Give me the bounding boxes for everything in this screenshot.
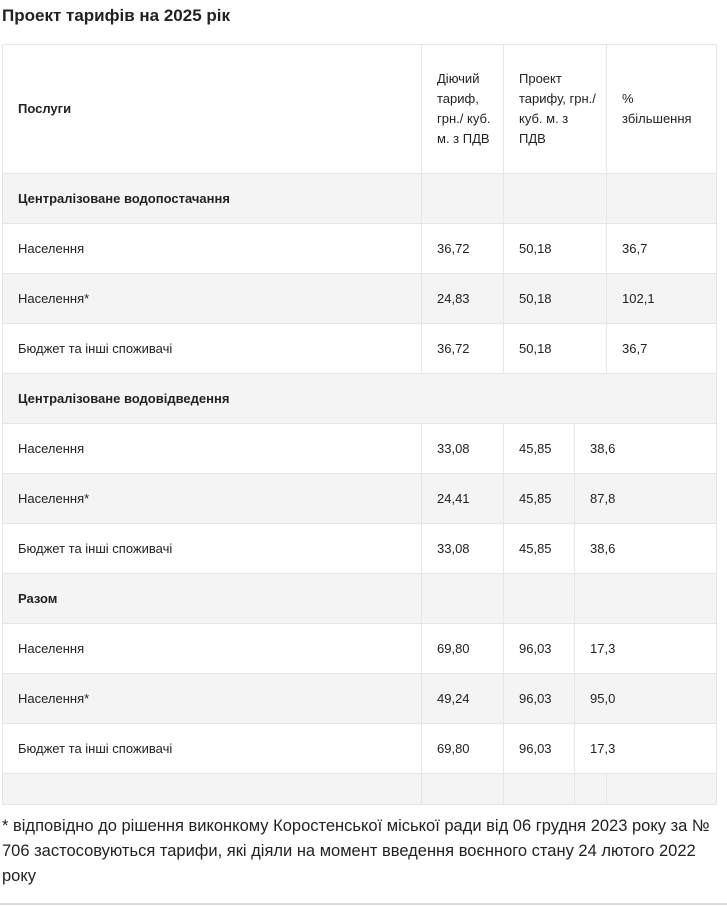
project-tariff-cell: 45,85	[504, 424, 575, 474]
service-cell: Населення	[3, 624, 422, 674]
increase-cell: 36,7	[607, 324, 717, 374]
project-tariff-cell: 45,85	[504, 474, 575, 524]
service-cell: Бюджет та інші споживачі	[3, 724, 422, 774]
current-tariff-cell: 24,41	[422, 474, 504, 524]
empty-cell	[422, 174, 504, 224]
page-title: Проект тарифів на 2025 рік	[2, 6, 230, 25]
service-cell: Бюджет та інші споживачі	[3, 524, 422, 574]
header-increase: % збільшення	[607, 45, 717, 174]
project-tariff-cell: 45,85	[504, 524, 575, 574]
section-row-water-supply	[3, 174, 717, 224]
service-cell: Населення	[3, 224, 422, 274]
empty-cell	[607, 774, 717, 805]
header-current-tariff: Діючий тариф, грн./ куб. м. з ПДВ	[422, 45, 504, 174]
increase-cell: 17,3	[575, 724, 717, 774]
service-cell: Населення*	[3, 674, 422, 724]
empty-cell	[422, 574, 504, 624]
increase-cell: 102,1	[607, 274, 717, 324]
current-tariff-cell: 49,24	[422, 674, 504, 724]
empty-cell	[504, 174, 607, 224]
current-tariff-cell: 33,08	[422, 424, 504, 474]
empty-cell	[504, 774, 575, 805]
empty-cell	[3, 774, 422, 805]
current-tariff-cell: 69,80	[422, 624, 504, 674]
header-service: Послуги	[3, 45, 422, 174]
tariff-table-container	[2, 44, 716, 805]
increase-cell: 38,6	[575, 524, 717, 574]
increase-cell: 87,8	[575, 474, 717, 524]
table-row	[3, 474, 717, 524]
service-cell: Бюджет та інші споживачі	[3, 324, 422, 374]
footnote: * відповідно до рішення виконкому Коростенської міської ради від 06 грудня 2023 року за № 706 застосовуються тарифи, які діяли на момент введення воєнного стану 24 лютого 2022 року	[2, 817, 710, 885]
current-tariff-cell: 33,08	[422, 524, 504, 574]
header-project-tariff: Проект тарифу, грн./куб. м. з ПДВ	[504, 45, 607, 174]
table-row	[3, 424, 717, 474]
table-header-row	[3, 45, 717, 174]
project-tariff-cell: 96,03	[504, 624, 575, 674]
section-title: Централізоване водопостачання	[3, 174, 422, 224]
current-tariff-cell: 36,72	[422, 324, 504, 374]
current-tariff-cell: 36,72	[422, 224, 504, 274]
empty-row	[3, 774, 717, 805]
table-row	[3, 224, 717, 274]
increase-cell: 95,0	[575, 674, 717, 724]
table-row	[3, 724, 717, 774]
increase-cell: 17,3	[575, 624, 717, 674]
table-row	[3, 524, 717, 574]
section-title: Разом	[3, 574, 422, 624]
table-row	[3, 274, 717, 324]
project-tariff-cell: 50,18	[504, 224, 607, 274]
service-cell: Населення	[3, 424, 422, 474]
empty-cell	[575, 574, 717, 624]
service-cell: Населення*	[3, 274, 422, 324]
empty-cell	[607, 174, 717, 224]
project-tariff-cell: 96,03	[504, 674, 575, 724]
current-tariff-cell: 24,83	[422, 274, 504, 324]
section-title: Централізоване водовідведення	[3, 374, 717, 424]
section-row-wastewater	[3, 374, 717, 424]
bottom-divider	[0, 903, 727, 905]
table-row	[3, 674, 717, 724]
current-tariff-cell: 69,80	[422, 724, 504, 774]
empty-cell	[575, 774, 607, 805]
empty-cell	[504, 574, 575, 624]
tariff-table	[2, 44, 717, 805]
empty-cell	[422, 774, 504, 805]
table-row	[3, 324, 717, 374]
section-row-total	[3, 574, 717, 624]
table-row	[3, 624, 717, 674]
project-tariff-cell: 50,18	[504, 324, 607, 374]
project-tariff-cell: 96,03	[504, 724, 575, 774]
service-cell: Населення*	[3, 474, 422, 524]
increase-cell: 36,7	[607, 224, 717, 274]
increase-cell: 38,6	[575, 424, 717, 474]
project-tariff-cell: 50,18	[504, 274, 607, 324]
